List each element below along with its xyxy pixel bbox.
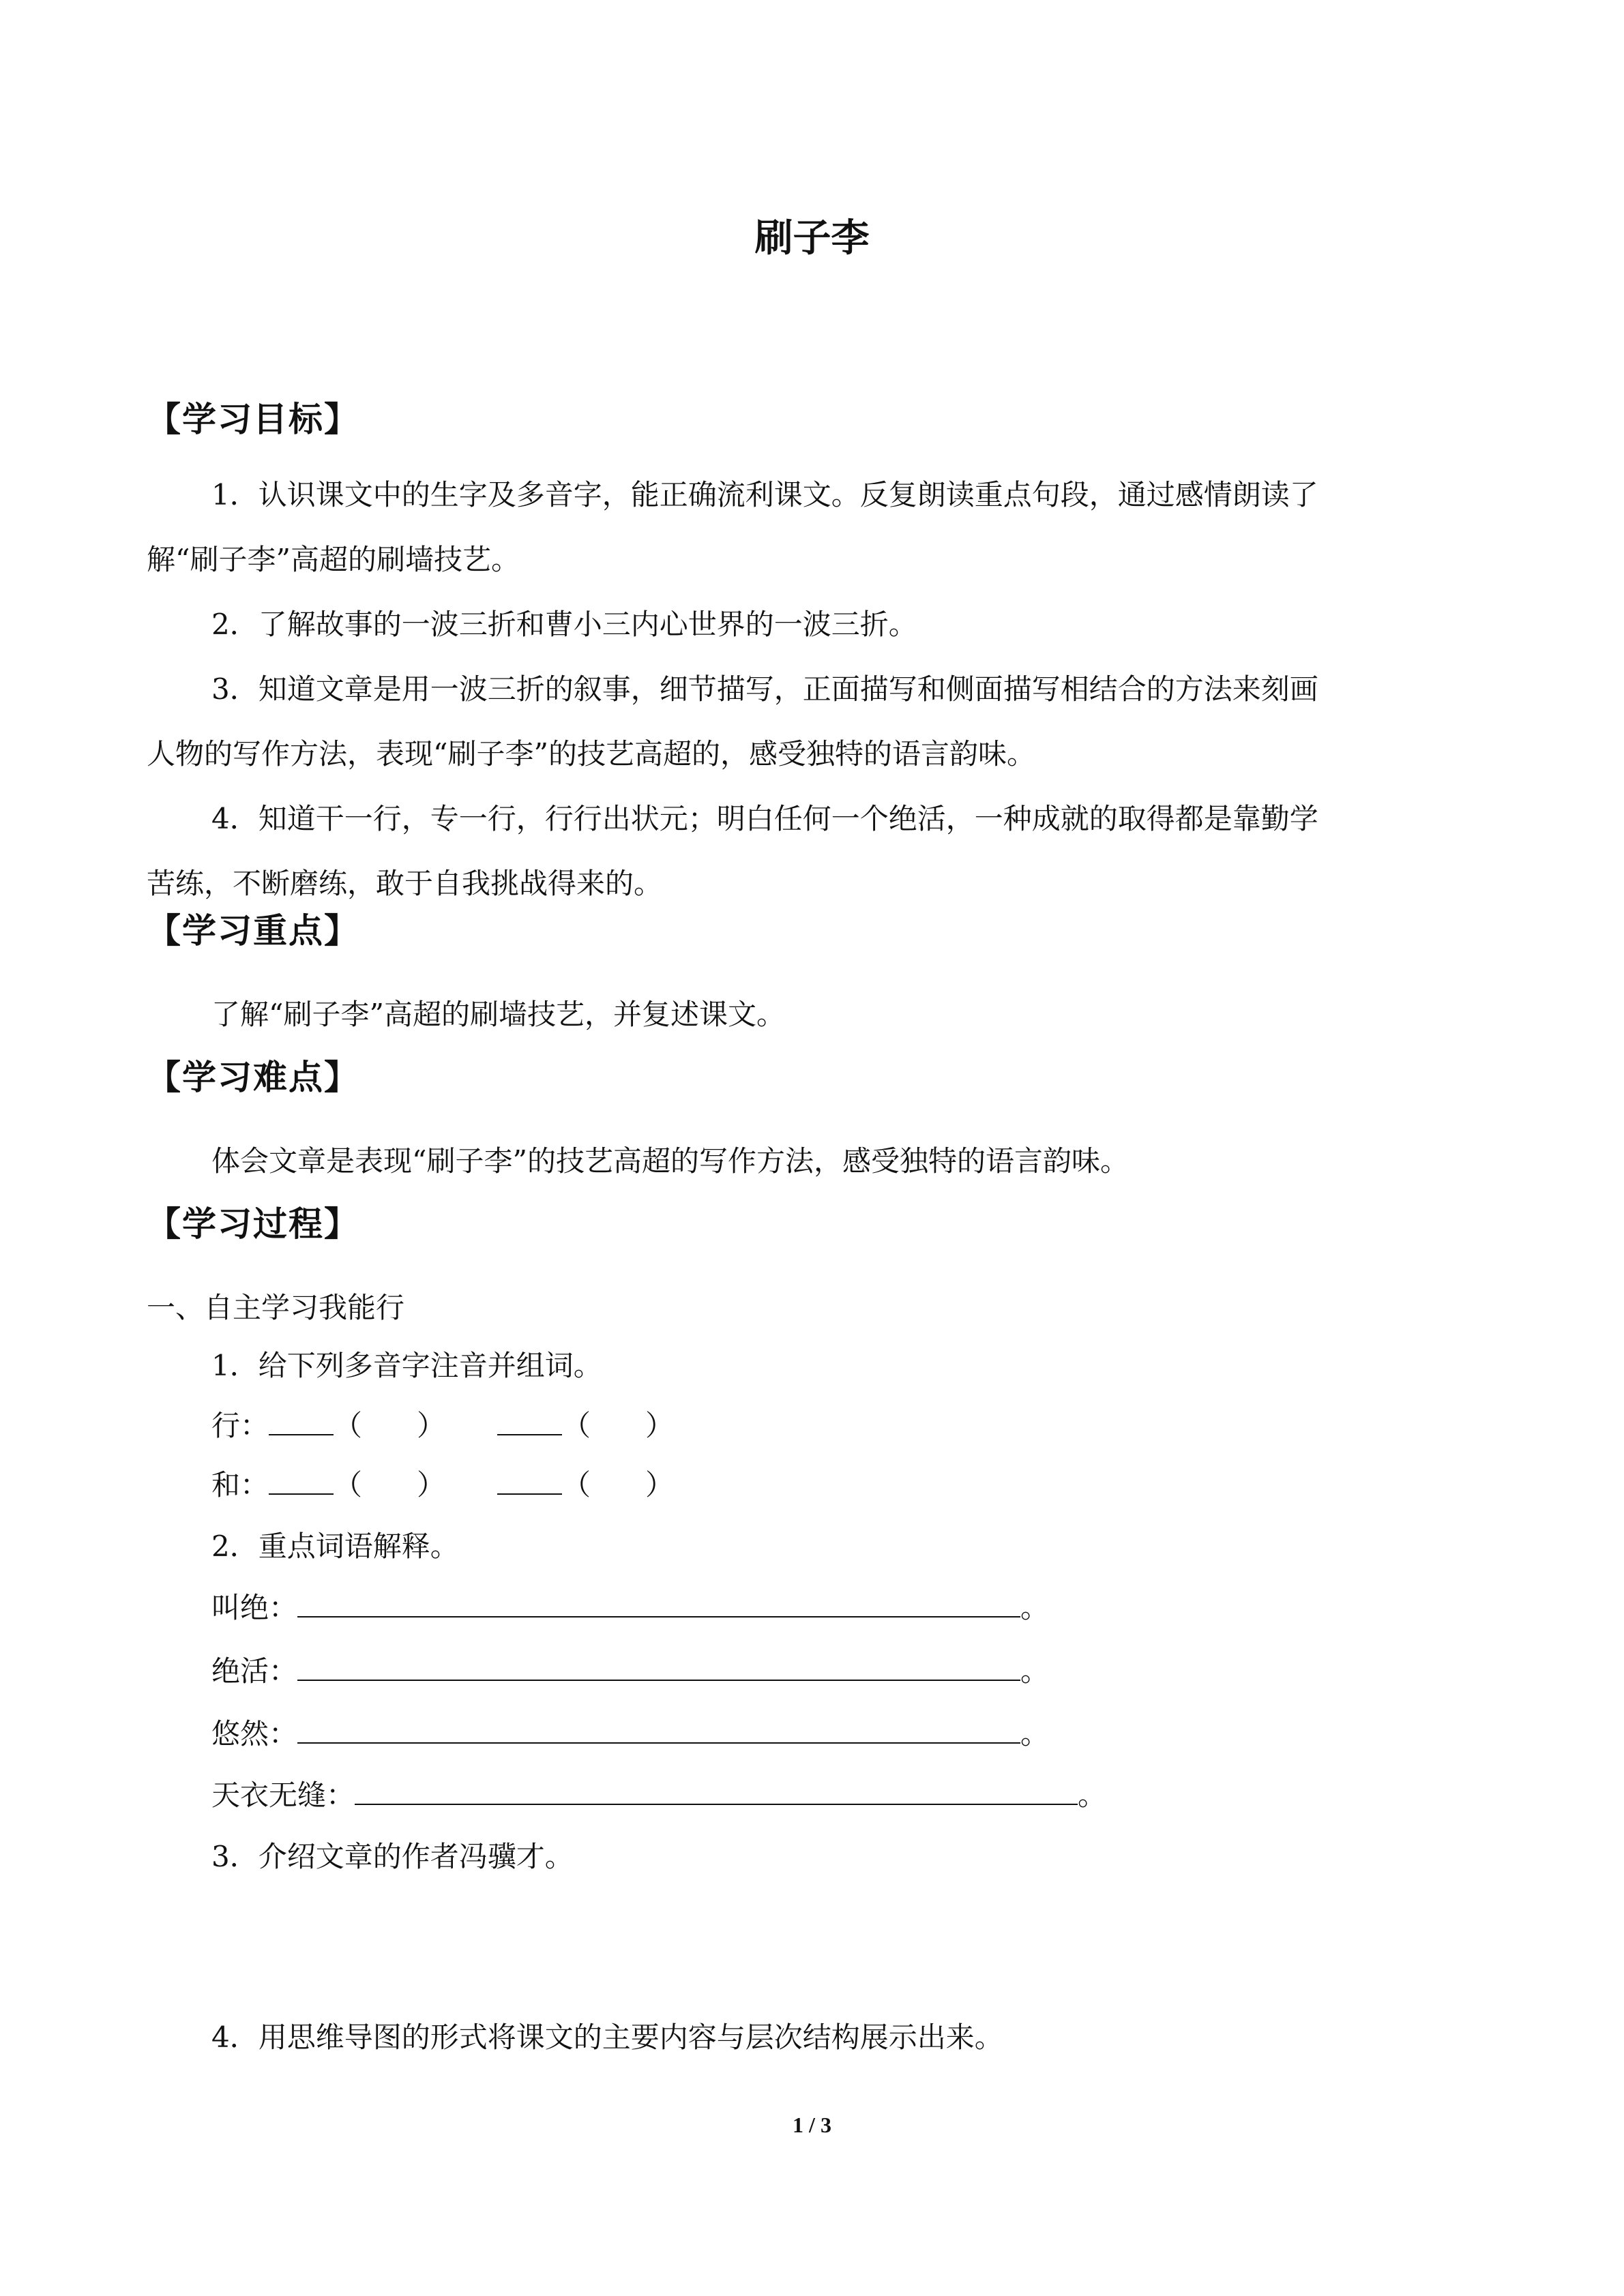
word-row-1: 叫绝： 。 (211, 1591, 1050, 1624)
part1-title: 一、自主学习我能行 (147, 1291, 405, 1324)
goal-2-line-1: 2．了解故事的一波三折和曹小三内心世界的一波三折。 (211, 608, 917, 641)
word-paren[interactable]: （ ） (334, 1468, 446, 1502)
word-paren[interactable]: （ ） (334, 1409, 446, 1442)
poly-row-2 (211, 1463, 675, 1504)
question-3: 3．介绍文章的作者冯骥才。 (211, 1840, 574, 1873)
goal-3-line-2: 人物的写作方法，表现“刷子李”的技艺高超的，感受独特的语言韵味。 (147, 737, 1035, 771)
word-label: 叫绝： (211, 1591, 298, 1624)
poly-char: 和： (211, 1468, 269, 1502)
goal-1-line-1: 1．认识课文中的生字及多音字，能正确流利课文。反复朗读重点句段，通过感情朗读了 (211, 478, 1318, 511)
page-number: 1 / 3 (793, 2113, 831, 2137)
heading-goals: 【学习目标】 (147, 400, 359, 439)
answer-line[interactable] (355, 1778, 1078, 1805)
pinyin-blank[interactable] (497, 1410, 562, 1435)
question-4: 4．用思维导图的形式将课文的主要内容与层次结构展示出来。 (211, 2021, 1003, 2054)
word-label: 绝活： (211, 1654, 298, 1688)
goal-4-line-2: 苦练，不断磨练，敢于自我挑战得来的。 (147, 867, 663, 900)
heading-key: 【学习重点】 (147, 911, 359, 951)
difficult-text: 体会文章是表现“刷子李”的技艺高超的写作方法，感受独特的语言韵味。 (211, 1144, 1129, 1178)
word-row-3: 悠然： 。 (211, 1717, 1050, 1750)
question-2: 2．重点词语解释。 (211, 1530, 459, 1563)
goal-item-3 (147, 657, 1477, 786)
word-label: 悠然： (211, 1717, 298, 1750)
word-row-2: 绝活： 。 (211, 1654, 1050, 1688)
answer-line[interactable] (297, 1654, 1020, 1681)
answer-line[interactable] (297, 1716, 1020, 1744)
pinyin-blank[interactable] (497, 1469, 562, 1495)
word-paren[interactable]: （ ） (562, 1468, 675, 1502)
word-label: 天衣无缝： (211, 1778, 355, 1812)
heading-difficult: 【学习难点】 (147, 1058, 359, 1097)
word-paren[interactable]: （ ） (562, 1409, 675, 1442)
pinyin-blank[interactable] (269, 1410, 334, 1435)
word-row-4: 天衣无缝： 。 (211, 1778, 1107, 1812)
answer-line[interactable] (297, 1590, 1020, 1617)
key-text: 了解“刷子李”高超的刷墙技艺，并复述课文。 (211, 998, 785, 1031)
goal-item-2 (147, 592, 1477, 657)
heading-process: 【学习过程】 (147, 1204, 359, 1244)
pinyin-blank[interactable] (269, 1469, 334, 1495)
goal-item-4 (147, 786, 1477, 916)
goal-4-line-1: 4．知道干一行，专一行，行行出状元；明白任何一个绝活，一种成就的取得都是靠勤学 (211, 802, 1318, 835)
goal-3-line-1: 3．知道文章是用一波三折的叙事，细节描写，正面描写和侧面描写相结合的方法来刻画 (211, 672, 1318, 706)
page-title: 刷子李 (754, 216, 870, 260)
question-1: 1．给下列多音字注音并组词。 (211, 1349, 602, 1382)
poly-row-1 (211, 1403, 675, 1444)
poly-char: 行： (211, 1409, 269, 1442)
goal-1-line-2: 解“刷子李”高超的刷墙技艺。 (147, 543, 520, 576)
goal-item-1 (147, 462, 1477, 592)
